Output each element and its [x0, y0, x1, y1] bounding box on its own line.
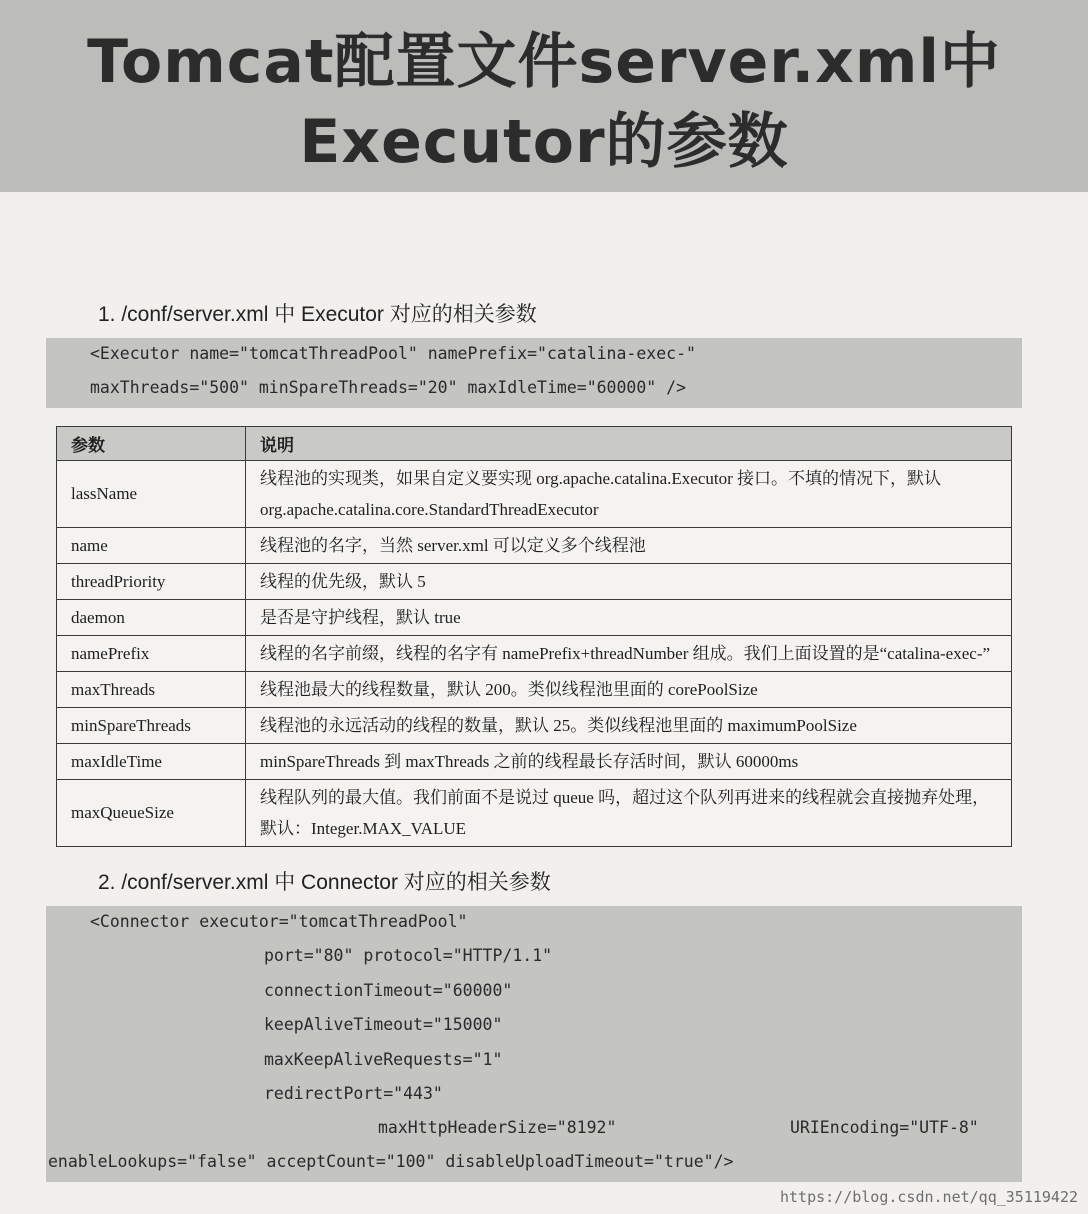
section-2-heading: 2. /conf/server.xml 中 Connector 对应的相关参数 — [98, 871, 551, 894]
param-name: daemon — [57, 600, 246, 636]
param-name: maxIdleTime — [57, 744, 246, 780]
column-header-param: 参数 — [57, 427, 246, 461]
code-line: maxThreads="500" minSpareThreads="20" maxIdleTime="60000" /> — [90, 378, 687, 397]
table-row — [57, 528, 1012, 564]
param-desc: minSpareThreads 到 maxThreads 之前的线程最长存活时间，默认 60000ms — [246, 744, 1012, 780]
page-title-line-2: Executor的参数 — [299, 107, 789, 177]
table-row — [57, 744, 1012, 780]
page-title-line-1: Tomcat配置文件server.xml中 — [87, 27, 1001, 97]
section-1-heading: 1. /conf/server.xml 中 Executor 对应的相关参数 — [98, 303, 537, 326]
code-line: keepAliveTimeout="15000" — [264, 1015, 503, 1034]
table-row — [57, 672, 1012, 708]
param-desc: 线程池的名字，当然 server.xml 可以定义多个线程池 — [246, 528, 1012, 564]
table-row — [57, 636, 1012, 672]
code-line: URIEncoding="UTF-8" — [790, 1118, 979, 1137]
param-name: threadPriority — [57, 564, 246, 600]
param-name: maxQueueSize — [57, 780, 246, 847]
param-desc: 线程池最大的线程数量，默认 200。类似线程池里面的 corePoolSize — [246, 672, 1012, 708]
executor-code-block — [46, 338, 1022, 408]
param-name: name — [57, 528, 246, 564]
watermark-url: https://blog.csdn.net/qq_35119422 — [779, 1188, 1078, 1206]
param-desc: 线程池的实现类，如果自定义要实现 org.apache.catalina.Executor 接口。不填的情况下，默认 org.apache.catalina.core.StandardThreadExecutor — [246, 461, 1012, 528]
param-desc: 线程队列的最大值。我们前面不是说过 queue 吗，超过这个队列再进来的线程就会直接抛弃处理，默认：Integer.MAX_VALUE — [246, 780, 1012, 847]
code-line: port="80" protocol="HTTP/1.1" — [264, 946, 553, 965]
code-line: <Executor name="tomcatThreadPool" namePrefix="catalina-exec-" — [90, 344, 696, 363]
table-row — [57, 780, 1012, 847]
param-desc: 线程池的永远活动的线程的数量，默认 25。类似线程池里面的 maximumPoolSize — [246, 708, 1012, 744]
code-line: <Connector executor="tomcatThreadPool" — [90, 912, 468, 931]
param-name: lassName — [57, 461, 246, 528]
connector-code-block — [46, 906, 1022, 1182]
table-row — [57, 461, 1012, 528]
param-name: maxThreads — [57, 672, 246, 708]
code-line: maxHttpHeaderSize="8192" — [378, 1118, 617, 1137]
code-line: maxKeepAliveRequests="1" — [264, 1050, 503, 1069]
param-desc: 线程的名字前缀，线程的名字有 namePrefix+threadNumber 组成。我们上面设置的是“catalina-exec-” — [246, 636, 1012, 672]
param-name: minSpareThreads — [57, 708, 246, 744]
param-desc: 线程的优先级，默认 5 — [246, 564, 1012, 600]
param-desc: 是否是守护线程，默认 true — [246, 600, 1012, 636]
code-line: connectionTimeout="60000" — [264, 981, 513, 1000]
table-header-row — [57, 427, 1012, 461]
title-band — [0, 0, 1088, 192]
column-header-desc: 说明 — [246, 427, 1012, 461]
table-row — [57, 564, 1012, 600]
code-line: enableLookups="false" acceptCount="100" disableUploadTimeout="true"/> — [48, 1152, 734, 1171]
table-row — [57, 600, 1012, 636]
executor-params-table — [56, 426, 1012, 847]
table-row — [57, 708, 1012, 744]
code-line: redirectPort="443" — [264, 1084, 443, 1103]
param-name: namePrefix — [57, 636, 246, 672]
